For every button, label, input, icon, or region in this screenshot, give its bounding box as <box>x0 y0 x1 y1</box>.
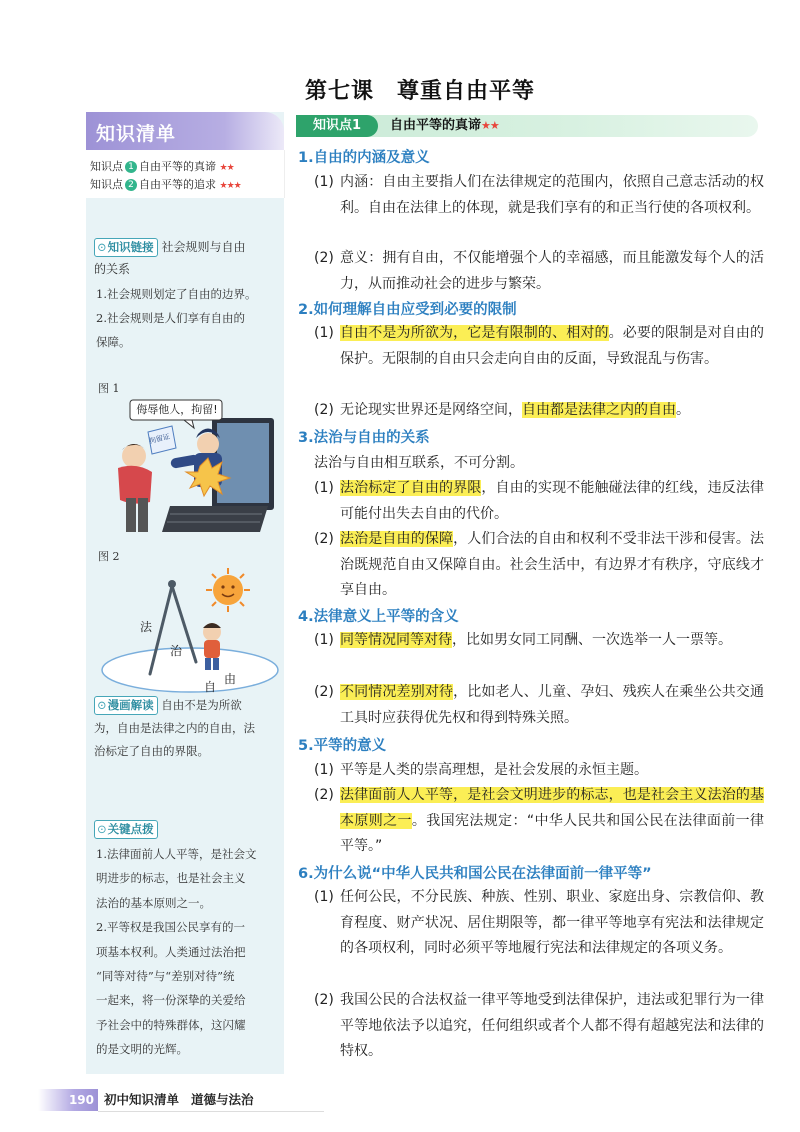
item-number: (2) <box>314 992 334 1008</box>
knowledge-link-title-cont: 的关系 <box>94 262 131 276</box>
toc-item-2[interactable] <box>90 176 241 192</box>
paragraph-6-2 <box>314 988 764 1065</box>
item-text <box>314 476 764 527</box>
figure-1-label: 图 1 <box>98 382 120 395</box>
highlighted-text: 不同情况差别对待 <box>340 684 454 700</box>
difficulty-stars: ★★ <box>481 119 499 132</box>
item-text: 平等是人类的崇高理想，是社会发展的永恒主题。 <box>340 762 648 778</box>
section-heading-2: 2.如何理解自由应受到必要的限制 <box>298 302 517 318</box>
item-number: (2) <box>314 787 334 803</box>
item-number: (1) <box>314 480 334 496</box>
paragraph-4-1 <box>314 628 764 654</box>
paragraph-1-2 <box>314 246 764 297</box>
badge-label: 关键点拨 <box>107 822 154 836</box>
text-line: “同等对待”与“差别对待”统 <box>96 969 235 984</box>
toc-number-badge: 1 <box>125 161 137 173</box>
badge-label: 知识链接 <box>107 240 154 254</box>
key-points-text <box>96 842 280 1062</box>
plain-text: 无论现实世界还是网络空间， <box>340 402 522 418</box>
text-line: 为，自由是法律之内的自由，法 <box>94 721 255 735</box>
plain-text: ，人们合法的自由和权利不受非法干涉和侵害。法治既规范自由又保障自由。社会生活中，有边界才有秩序，守底线才享自由。 <box>340 531 765 598</box>
item-text: 我国公民的合法权益一律平等地受到法律保护，违法或犯罪行为一律平等地依法予以追究，任何组织或者个人都不得有超越宪法和法律的特权。 <box>340 992 764 1059</box>
highlighted-text: 自由不是为所欲为，它是有限制的、相对的 <box>340 325 609 341</box>
section-heading-5: 5.平等的意义 <box>298 738 387 754</box>
highlighted-text: 自由都是法律之内的自由 <box>522 402 676 418</box>
item-text: 意义：拥有自由，不仅能增强个人的幸福感，而且能激发每个人的活力，从而推动社会的进步与繁荣。 <box>340 250 764 292</box>
paper-stamp-text: 拘留证 <box>148 432 171 446</box>
text-line: 的是文明的光辉。 <box>96 1042 188 1057</box>
figure-2-label: 图 2 <box>98 550 120 563</box>
footer-book-info <box>104 1089 254 1111</box>
item-number: (2) <box>314 531 334 547</box>
comic-interpretation-box <box>94 694 280 763</box>
toc-item-prefix: 知识点 <box>90 160 123 173</box>
magnifier-icon: ⊙ <box>97 240 107 254</box>
speech-bubble-text: 侮辱他人，拘留! <box>136 403 218 416</box>
key-points-box <box>94 818 280 839</box>
toc-item-title: 自由平等的追求 <box>139 178 216 191</box>
text-line: 1.社会规则划定了自由的边界。 <box>96 287 257 301</box>
toc-number-badge: 2 <box>125 179 137 191</box>
difficulty-stars: ★★ <box>219 163 234 173</box>
plain-text: 。必要的限制是对自由的保护。无限制的自由只会走向自由的反面，导致混乱与伤害。 <box>340 325 765 367</box>
comic-interpretation-badge <box>94 696 158 715</box>
plain-text: ，比如男女同工同酬、一次选举一人一票等。 <box>452 632 732 648</box>
paragraph-3-1 <box>314 476 764 527</box>
paragraph-4-2 <box>314 680 764 731</box>
compass-word-fa: 法 <box>140 620 153 634</box>
sidebar-toc <box>86 150 285 198</box>
sidebar-header <box>86 112 284 150</box>
ground-word-zi: 自 <box>204 680 217 694</box>
item-text <box>314 680 764 731</box>
kp-title-text: 自由平等的真谛 <box>390 118 482 133</box>
footer-subject: 道德与法治 <box>191 1092 254 1107</box>
text-line: 予社会中的特殊群体，这闪耀 <box>96 1017 246 1032</box>
page-number: 190 <box>38 1089 98 1111</box>
figure-2-cartoon <box>100 566 280 696</box>
toc-item-1[interactable] <box>90 158 234 174</box>
figure-1-cartoon <box>100 398 280 548</box>
text-line: 2.平等权是我国公民享有的一 <box>96 920 245 935</box>
toc-item-prefix: 知识点 <box>90 178 123 191</box>
paragraph-5-1 <box>314 758 764 784</box>
highlighted-text: 法律面前人人平等，是社会文明进步的标志，也是社会主义法治的基本原则之一 <box>340 787 764 829</box>
item-text <box>314 398 764 424</box>
ground-word-you: 由 <box>224 672 237 686</box>
text-line: 治标定了自由的界限。 <box>94 744 209 758</box>
knowledge-link-text <box>96 282 280 354</box>
item-number: (2) <box>314 250 334 266</box>
toc-item-title: 自由平等的真谛 <box>139 160 216 173</box>
compass-word-zhi: 治 <box>170 644 183 658</box>
highlighted-text: 法治标定了自由的界限 <box>340 480 482 496</box>
knowledge-link-badge <box>94 238 158 257</box>
section-heading-4: 4.法律意义上平等的含义 <box>298 609 459 625</box>
key-points-badge <box>94 820 158 839</box>
text-line: 项基本权利。人类通过法治把 <box>96 944 246 959</box>
text-line: 保障。 <box>96 335 131 349</box>
item-number: (1) <box>314 762 334 778</box>
knowledge-point-title <box>390 115 499 137</box>
section-heading-1: 1.自由的内涵及意义 <box>298 150 430 166</box>
item-number: (1) <box>314 174 334 190</box>
difficulty-stars: ★★★ <box>219 181 241 191</box>
item-text <box>314 321 764 372</box>
page-title: 第七课 尊重自由平等 <box>304 79 535 104</box>
knowledge-point-tag: 知识点1 <box>296 115 378 137</box>
knowledge-point-bar <box>296 115 758 137</box>
item-text: 任何公民，不分民族、种族、性别、职业、家庭出身、宗教信仰、教育程度、财产状况、居住期限等，都一律平等地享有宪法和法律规定的各项权利，同时必须平等地履行宪法和法律规定的各项义务。 <box>340 889 764 956</box>
paragraph-1-1 <box>314 170 764 221</box>
section-heading-6: 6.为什么说“中华人民共和国公民在法律面前一律平等” <box>298 866 652 882</box>
knowledge-link-box <box>94 236 280 280</box>
item-number: (1) <box>314 632 334 648</box>
paragraph-2-1 <box>314 321 764 372</box>
magnifier-icon: ⊙ <box>97 822 107 836</box>
item-number: (2) <box>314 684 334 700</box>
badge-label: 漫画解读 <box>107 698 154 712</box>
plain-text: ，比如老人、儿童、孕妇、残疾人在乘坐公共交通工具时应获得优先权和得到特殊关照。 <box>340 684 765 726</box>
page-footer <box>38 1089 278 1113</box>
item-text: 内涵：自由主要指人们在法律规定的范围内，依照自己意志活动的权利。自由在法律上的体现，就是我们享有的和正当行使的各项权利。 <box>340 174 764 216</box>
paragraph-2-2 <box>314 398 764 424</box>
magnifier-icon: ⊙ <box>97 698 107 712</box>
plain-text: 。 <box>676 402 690 418</box>
footer-divider <box>98 1111 324 1112</box>
text-line: 1.法律面前人人平等，是社会文 <box>96 847 257 861</box>
plain-text: ，自由的实现不能触碰法律的红线，违反法律可能付出失去自由的代价。 <box>340 480 765 522</box>
item-number: (1) <box>314 889 334 905</box>
knowledge-sidebar <box>86 112 284 1074</box>
item-text <box>314 783 764 860</box>
item-text <box>314 628 764 654</box>
paragraph-5-2 <box>314 783 764 860</box>
text-line: 法治的基本原则之一。 <box>96 895 211 910</box>
plain-text: 。我国宪法规定：“中华人民共和国公民在法律面前一律平等。” <box>340 812 764 854</box>
paragraph-6-1 <box>314 885 764 962</box>
item-number: (2) <box>314 402 334 418</box>
section-3-intro: 法治与自由相互联系，不可分割。 <box>314 455 524 471</box>
footer-book-title: 初中知识清单 <box>104 1092 180 1107</box>
item-text <box>314 527 764 604</box>
text-line: 自由不是为所欲 <box>161 698 242 712</box>
knowledge-link-title: 社会规则与自由 <box>161 240 246 254</box>
highlighted-text: 同等情况同等对待 <box>340 632 452 648</box>
paragraph-3-2 <box>314 527 764 604</box>
section-heading-3: 3.法治与自由的关系 <box>298 430 430 446</box>
text-line: 明进步的标志，也是社会主义 <box>96 871 246 886</box>
highlighted-text: 法治是自由的保障 <box>340 531 454 547</box>
item-number: (1) <box>314 325 334 341</box>
sidebar-header-title: 知识清单 <box>96 123 177 145</box>
text-line: 2.社会规则是人们享有自由的 <box>96 311 245 325</box>
text-line: 一起来，将一份深挚的关爱给 <box>96 993 246 1008</box>
